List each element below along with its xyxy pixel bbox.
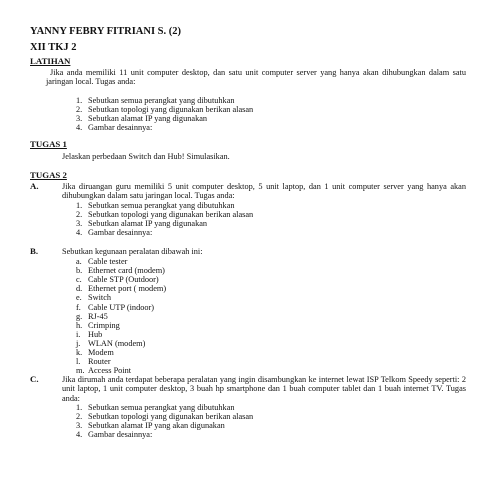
section-a-item-3: 3. Sebutkan alamat IP yang digunakan — [76, 219, 208, 228]
section-b-item: g. RJ-45 — [76, 311, 108, 321]
class-label: XII TKJ 2 — [30, 42, 77, 53]
latihan-intro: Jika anda memiliki 11 unit computer desktop, dan satu unit computer server yang hanya akan dihubungkan dalam satu jaringan local. Tugas anda: — [46, 68, 466, 87]
section-c-item-2: 2. Sebutkan topologi yang digunakan berikan alasan — [76, 412, 254, 421]
section-c-item-3: 3. Sebutkan alamat IP yang akan digunakan — [76, 421, 225, 430]
section-a-text: Jika diruangan guru memiliki 5 unit computer desktop, 5 unit laptop, dan 1 unit computer server yang hanya akan dihubungkan dalam satu jaringan local. Tugas anda: — [62, 182, 466, 201]
section-a-label: A. — [30, 181, 39, 191]
section-b-item: i. Hub — [76, 329, 103, 339]
section-a-item-1: 1. Sebutkan semua perangkat yang dibutuhkan — [76, 201, 235, 210]
section-b-item: j. WLAN (modem) — [76, 338, 146, 348]
section-b-item: c. Cable STP (Outdoor) — [76, 275, 159, 285]
tugas2-heading: TUGAS 2 — [30, 170, 67, 180]
tugas1-text: Jelaskan perbedaan Switch dan Hub! Simulasikan. — [62, 152, 230, 161]
section-b-item: l. Router — [76, 357, 111, 367]
section-b-item: d. Ethernet port ( modem) — [76, 284, 167, 294]
section-b-item: f. Cable UTP (indoor) — [76, 302, 155, 312]
latihan-item-1: 1. Sebutkan semua perangkat yang dibutuhkan — [76, 96, 235, 105]
section-c-item-1: 1. Sebutkan semua perangkat yang dibutuhkan — [76, 403, 235, 412]
author-title: YANNY FEBRY FITRIANI S. (2) — [30, 26, 182, 37]
section-b-item: a. Cable tester — [76, 257, 128, 266]
section-c-label: C. — [30, 374, 39, 384]
latihan-item-4: 4. Gambar desainnya: — [76, 123, 153, 132]
section-b-item: k. Modem — [76, 348, 114, 357]
section-b-text: Sebutkan kegunaan peralatan dibawah ini: — [62, 247, 203, 256]
section-a-item-2: 2. Sebutkan topologi yang digunakan berikan alasan — [76, 210, 254, 219]
latihan-item-3: 3. Sebutkan alamat IP yang digunakan — [76, 114, 208, 123]
latihan-heading: LATIHAN — [30, 56, 71, 66]
section-b-item: b. Ethernet card (modem) — [76, 266, 165, 276]
section-b-item: e. Switch — [76, 293, 112, 303]
tugas1-heading: TUGAS 1 — [30, 139, 67, 149]
section-b-item: h. Crimping — [76, 320, 120, 330]
section-c-text: Jika dirumah anda terdapat beberapa peralatan yang ingin disambungkan ke internet lewat ISP Telkom Speedy seperti: 2 unit laptop, 1 unit computer desktop, 3 buah hp smartphone dan 1 buah computer tablet dan 1 buah internet TV. Tugas anda: — [62, 375, 466, 403]
latihan-item-2: 2. Sebutkan topologi yang digunakan berikan alasan — [76, 105, 254, 114]
section-a-item-4: 4. Gambar desainnya: — [76, 228, 153, 237]
section-b-label: B. — [30, 246, 39, 256]
section-c-item-4: 4. Gambar desainnya: — [76, 430, 153, 439]
section-b-item: m. Access Point — [76, 366, 132, 376]
